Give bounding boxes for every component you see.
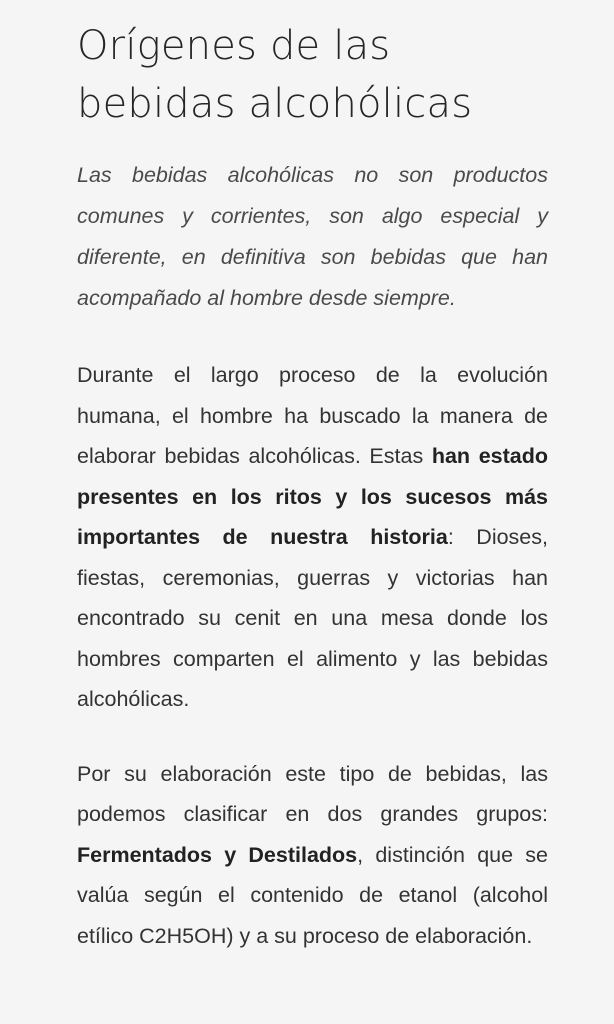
- paragraph-classification: [77, 754, 548, 957]
- paragraph-evolution: [77, 355, 548, 720]
- paragraph-classification-text-end: , distinción que se valúa según el contenido de etanol (alcohol etílico C2H5OH) y a su proceso de elaboración.: [77, 842, 548, 948]
- paragraph-classification-text-start: Por su elaboración este tipo de bebidas, las podemos clasificar en dos grandes grupos:: [77, 761, 548, 826]
- article-lead: Las bebidas alcohólicas no son productos comunes y corrientes, son algo especial y diferente, en definitiva son bebidas que han acompañado al hombre desde siempre.: [77, 163, 548, 310]
- paragraph-evolution-highlight: han estado presentes en los ritos y los sucesos más importantes de nuestra historia: [77, 444, 548, 549]
- paragraph-classification-highlight: Fermentados y Destilados: [77, 842, 358, 867]
- article-title: Orígenes de las bebidas alcohólicas: [77, 23, 473, 127]
- paragraph-evolution-text-start: Durante el largo proceso de la evolución humana, el hombre ha buscado la manera de elaborar bebidas alcohólicas. Estas: [77, 363, 548, 468]
- paragraph-evolution-text-end: : Dioses, fiestas, ceremonias, guerras y victorias han encontrado su cenit en una mesa donde los hombres comparten el alimento y las bebidas alcohólicas.: [77, 525, 548, 711]
- article: [77, 0, 548, 956]
